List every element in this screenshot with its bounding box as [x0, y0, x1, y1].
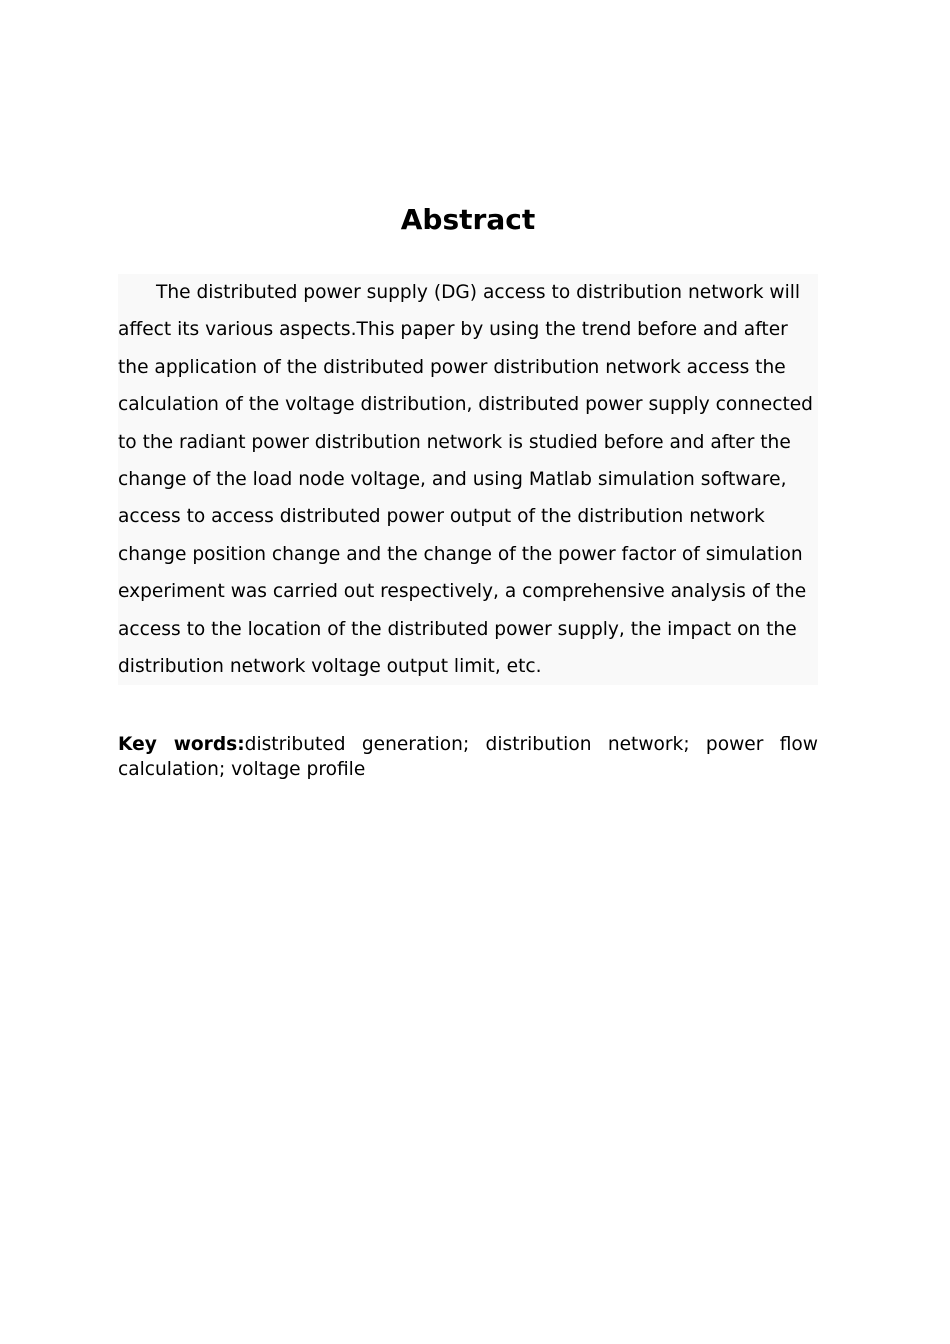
keywords-paragraph: [118, 733, 818, 782]
keywords-text: distributed generation; distribution network; power flow calculation; voltage profile: [118, 734, 818, 780]
keywords-label: Key words:: [118, 734, 245, 755]
abstract-title: Abstract: [400, 203, 536, 236]
abstract-paragraph: The distributed power supply (DG) access to distribution network will affect its various aspects.This paper by using the trend before and after the application of the distributed power distribution network access the calculation of the voltage distribution, distributed power supply connected to the radiant power distribution network is studied before and after the change of the load node voltage, and using Matlab simulation software, access to access distributed power output of the distribution network change position change and the change of the power factor of simulation experiment was carried out respectively, a comprehensive analysis of the access to the location of the distributed power supply, the impact on the distribution network voltage output limit, etc.: [118, 274, 818, 685]
